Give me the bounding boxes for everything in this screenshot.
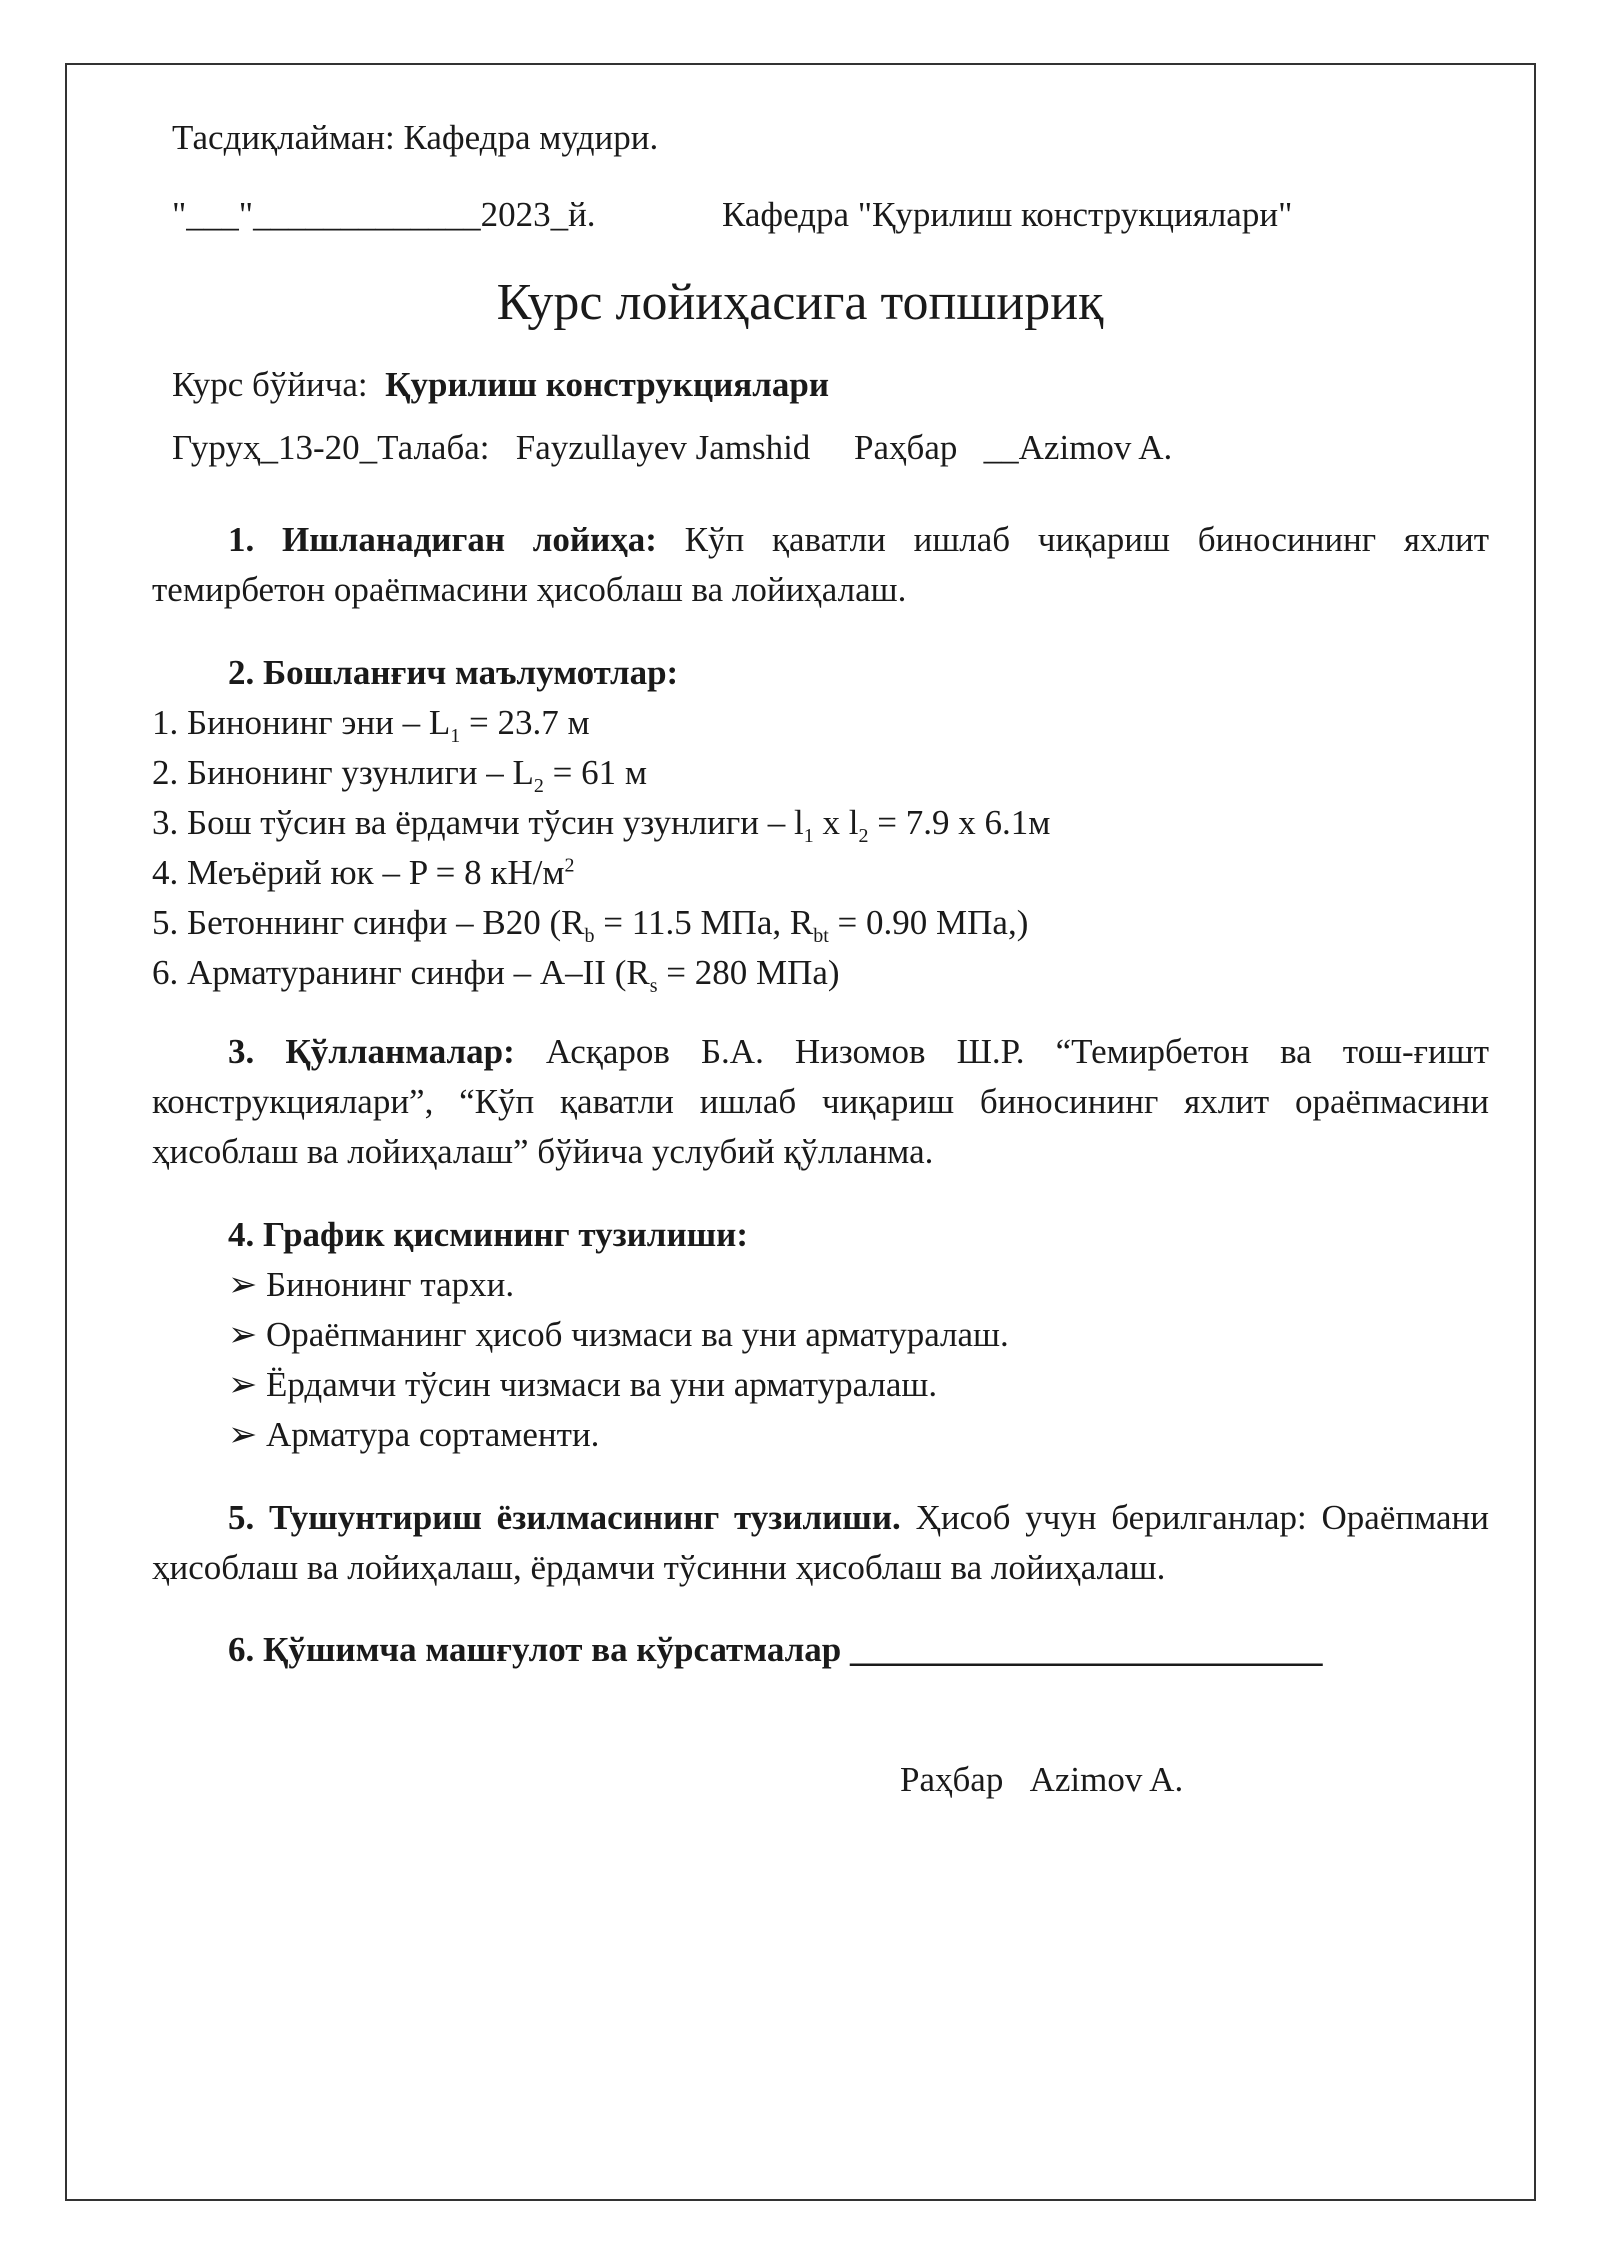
section-1-text: Кўп қаватли ишлаб чиқариш биносининг яхлит темирбетон ораёпмасини ҳисоблаш ва лойиҳалаш. bbox=[152, 520, 1489, 609]
arrowhead-icon: ➢ bbox=[228, 1265, 258, 1304]
course-name: Қурилиш конструкциялари bbox=[385, 365, 829, 404]
section-3 bbox=[152, 1027, 1489, 1177]
list-item: ➢ Бинонинг тархи. bbox=[228, 1260, 1009, 1310]
course-label: Курс бўйича: bbox=[172, 365, 368, 404]
arrowhead-icon: ➢ bbox=[228, 1365, 258, 1404]
list-item: ➢ Ёрдамчи тўсин чизмаси ва уни арматуралаш. bbox=[228, 1360, 1009, 1410]
section-3-heading: 3. Қўлланмалар: bbox=[228, 1032, 515, 1071]
section-2-heading: 2. Бошланғич маълумотлар: bbox=[228, 653, 679, 692]
signature-name: Azimov A. bbox=[1029, 1760, 1184, 1799]
list-item: ➢ Арматура сортаменти. bbox=[228, 1410, 1009, 1460]
approval-line: Тасдиқлайман: Кафедра мудири. bbox=[172, 118, 659, 157]
section-4-heading-line bbox=[152, 1210, 1489, 1260]
date-line: "___"_____________2023_й. bbox=[172, 195, 596, 234]
list-item: 4. Меъёрий юк – P = 8 $кН/м^2$ bbox=[152, 853, 575, 892]
supervisor-name: __Azimov A. bbox=[983, 428, 1173, 467]
list-item: 1. Бинонинг эни – $L_1 = 23.7$ м bbox=[152, 703, 590, 747]
signature-line bbox=[900, 1755, 1183, 1805]
graphic-parts-list bbox=[228, 1260, 1009, 1460]
list-item: 5. Бетоннинг синфи – B20 ($R_b = 11.5$ МПа, $R_{bt} = 0.90$ МПа,) bbox=[152, 903, 1029, 947]
document-title: Курс лойиҳасига топшириқ bbox=[496, 274, 1104, 331]
section-1-heading: 1. Ишланадиган лойиҳа: bbox=[228, 520, 657, 559]
arrowhead-icon: ➢ bbox=[228, 1315, 258, 1354]
section-3-text: Асқаров Б.А. Низомов Ш.Р. “Темирбетон ва тош-ғишт конструкциялари”, “Кўп қаватли ишлаб чиқариш биносининг яхлит ораёпмасини ҳисоблаш ва лойиҳалаш” бўйича услубий қўлланма. bbox=[152, 1032, 1490, 1171]
list-item: 6. Арматуранинг синфи – A–II ($R_s = 280$ МПа) bbox=[152, 953, 840, 997]
department-line: Кафедра "Қурилиш конструкциялари" bbox=[722, 195, 1293, 234]
arrowhead-icon: ➢ bbox=[228, 1415, 258, 1454]
list-item: ➢ Ораёпманинг ҳисоб чизмаси ва уни арматуралаш. bbox=[228, 1310, 1009, 1360]
section-2-heading-line bbox=[152, 648, 1489, 698]
section-6-heading: 6. Қўшимча машғулот ва кўрсатмалар ___________________________ bbox=[228, 1630, 1323, 1669]
group-line bbox=[172, 423, 1172, 473]
student-name: Fayzullayev Jamshid bbox=[515, 428, 811, 467]
section-6 bbox=[152, 1625, 1489, 1675]
initial-data-list bbox=[152, 698, 1050, 998]
section-1 bbox=[152, 515, 1489, 615]
section-5 bbox=[152, 1493, 1489, 1593]
section-4-heading: 4. График қисмининг тузилиши: bbox=[228, 1215, 748, 1254]
group-label: Гуруҳ_13-20_Талаба: bbox=[172, 428, 490, 467]
list-item: 2. Бинонинг узунлиги – $L_2 = 61$ м bbox=[152, 753, 647, 797]
signature-label: Раҳбар bbox=[900, 1760, 1004, 1799]
section-5-heading: 5. Тушунтириш ёзилмасининг тузилиши. bbox=[228, 1498, 901, 1537]
list-item: 3. Бош тўсин ва ёрдамчи тўсин узунлиги – $l_1$ x $l_2 = 7.9$ x 6.1м bbox=[152, 803, 1051, 847]
course-line bbox=[172, 360, 829, 410]
supervisor-label: Раҳбар bbox=[854, 428, 958, 467]
section-5-text: Ҳисоб учун берилганлар: Ораёпмани ҳисоблаш ва лойиҳалаш, ёрдамчи тўсинни ҳисоблаш ва лойиҳалаш. bbox=[152, 1498, 1489, 1587]
